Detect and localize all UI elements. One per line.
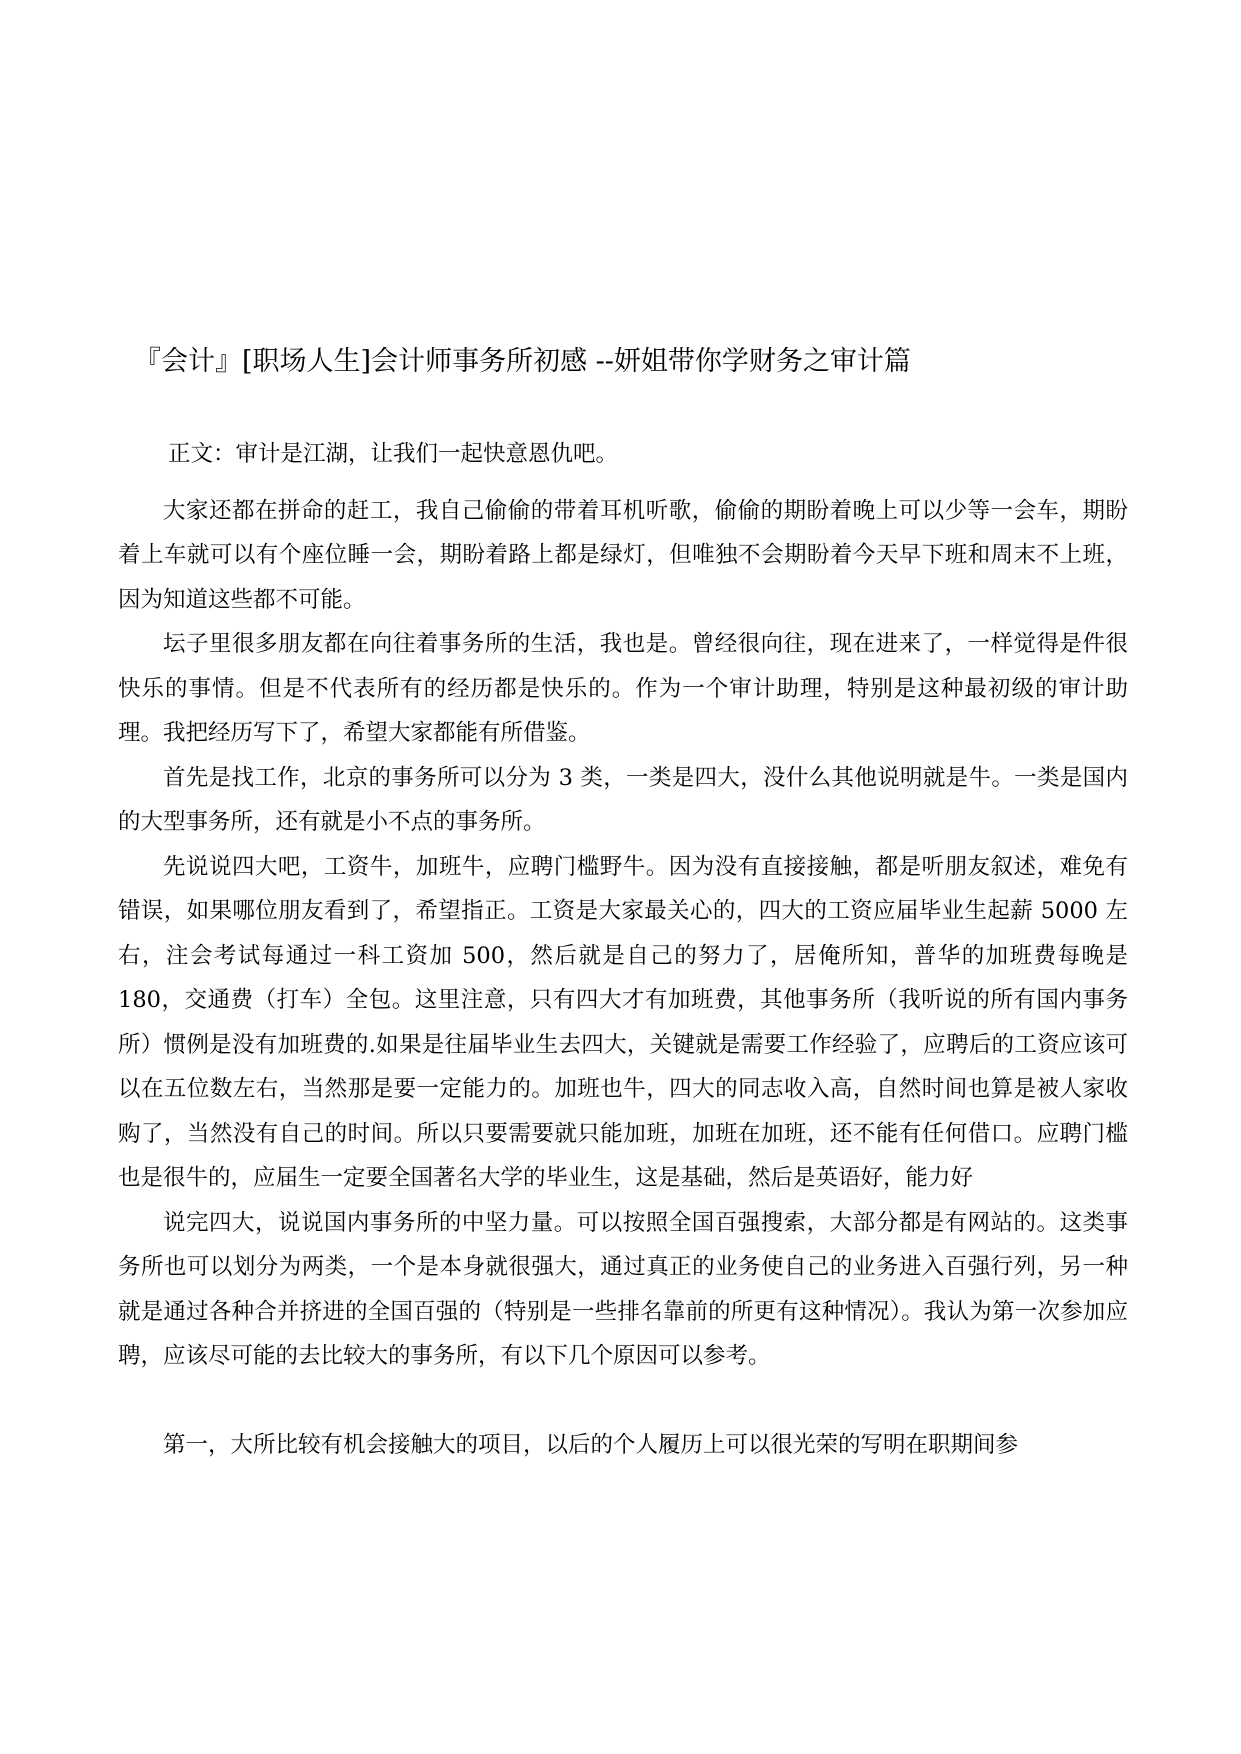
paragraph: 大家还都在拼命的赶工，我自己偷偷的带着耳机听歌，偷偷的期盼着晚上可以少等一会车，期盼着上车就可以有个座位睡一会，期盼着路上都是绿灯，但唯独不会期盼着今天早下班和周末不上班，因为知道这些都不可能。 (118, 497, 1128, 613)
paragraph: 首先是找工作，北京的事务所可以分为 3 类，一类是四大，没什么其他说明就是牛。一类是国内的大型事务所，还有就是小不点的事务所。 (118, 764, 1128, 835)
paragraph: 第一，大所比较有机会接触大的项目，以后的个人履历上可以很光荣的写明在职期间参 (163, 1431, 1019, 1458)
document-title: 『会计』[职场人生]会计师事务所初感 --妍姐带你学财务之审计篇 (134, 346, 911, 377)
paragraph: 先说说四大吧，工资牛，加班牛，应聘门槛野牛。因为没有直接接触，都是听朋友叙述，难免有错误，如果哪位朋友看到了，希望指正。工资是大家最关心的，四大的工资应届毕业生起薪 5000 左右，注会考试每通过一科工资加 500，然后就是自己的努力了，居俺所知，普华的加班费每晚是 180，交通费（打车）全包。这里注意，只有四大才有加班费，其他事务所（我听说的所有国内事务所）惯例是没有加班费的.如果是往届毕业生去四大，关键就是需要工作经验了，应聘后的工资应该可以在五位数左右，当然那是要一定能力的。加班也牛，四大的同志收入高，自然时间也算是被人家收购了，当然没有自己的时间。所以只要需要就只能加班，加班在加班，还不能有任何借口。应聘门槛也是很牛的，应届生一定要全国著名大学的毕业生，这是基础，然后是英语好，能力好 (118, 853, 1128, 1191)
document-body (118, 432, 1128, 1467)
paragraph-preface: 正文：审计是江湖，让我们一起快意恩仇吧。 (168, 441, 619, 467)
paragraph: 说完四大，说说国内事务所的中坚力量。可以按照全国百强搜索，大部分都是有网站的。这类事务所也可以划分为两类，一个是本身就很强大，通过真正的业务使自己的业务进入百强行列，另一种就是通过各种合并挤进的全国百强的（特别是一些排名靠前的所更有这种情况）。我认为第一次参加应聘，应该尽可能的去比较大的事务所，有以下几个原因可以参考。 (118, 1209, 1128, 1369)
paragraph: 坛子里很多朋友都在向往着事务所的生活，我也是。曾经很向往，现在进来了，一样觉得是件很快乐的事情。但是不代表所有的经历都是快乐的。作为一个审计助理，特别是这种最初级的审计助理。我把经历写下了，希望大家都能有所借鉴。 (118, 631, 1128, 746)
